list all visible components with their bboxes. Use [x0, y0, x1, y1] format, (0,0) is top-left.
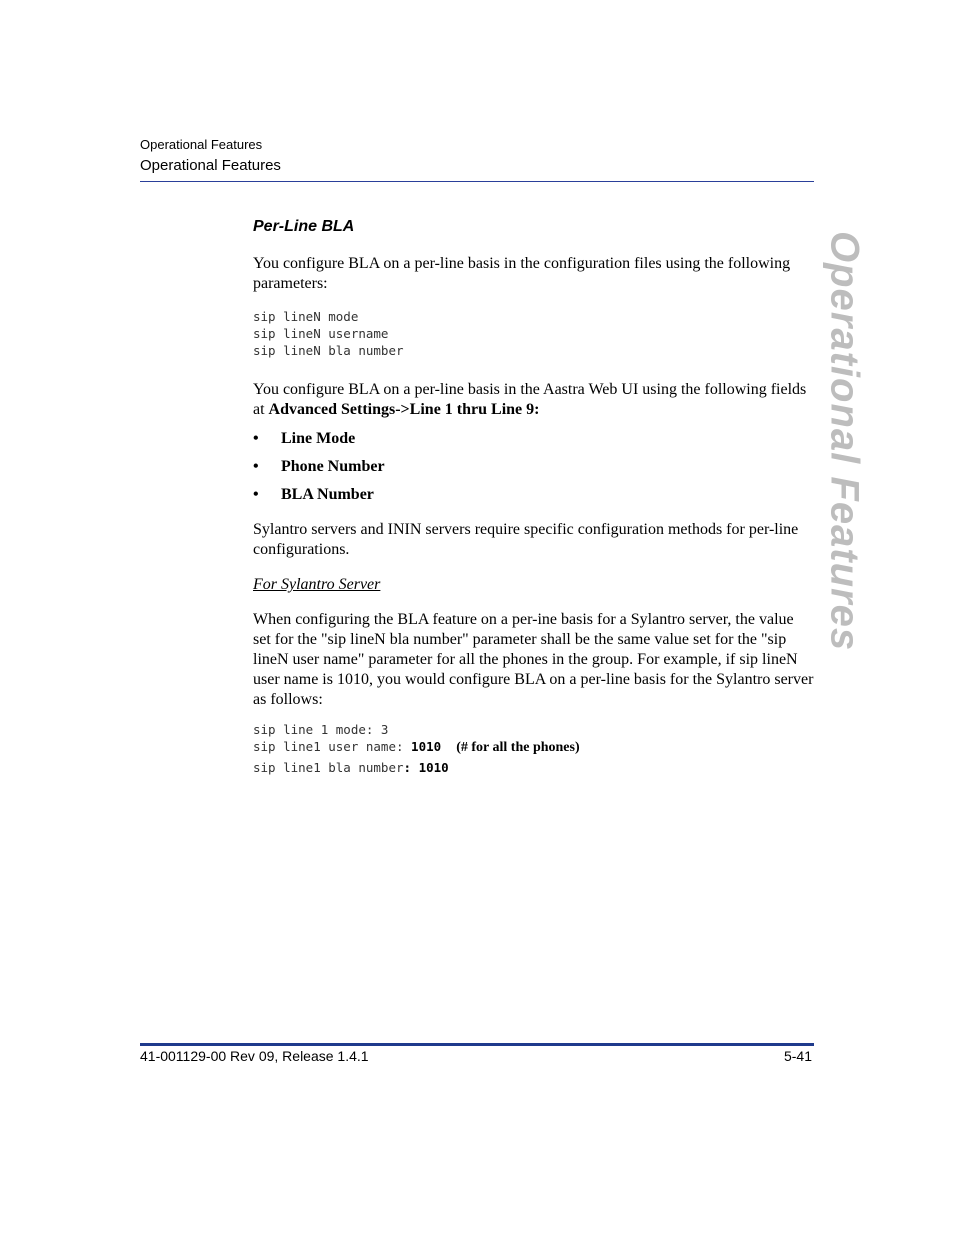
side-tab-label: Operational Features [822, 230, 867, 652]
running-header-chapter: Operational Features [140, 137, 263, 152]
subheading: For Sylantro Server [253, 576, 381, 593]
code-key: sip line1 user name: [253, 739, 404, 754]
side-tab [822, 230, 867, 652]
list-item-label: Line Mode [281, 430, 356, 447]
main-content [253, 218, 815, 776]
running-header-section: Operational Features [140, 157, 281, 174]
sylantro-paragraph: When configuring the BLA feature on a per-ine basis for a Sylantro server, the value set for the "sip lineN bla number" parameter shall be the same value set for the "sip lineN user name" parameter for all the phones in the group. For example, if sip lineN user name is 1010, you would configure BLA on a per-line basis for the Sylantro server as follows: [253, 611, 814, 708]
section-title: Per-Line BLA [253, 218, 355, 235]
footer-rule [140, 1043, 814, 1046]
intro-paragraph: You configure BLA on a per-line basis in the configuration files using the following parameters: [253, 255, 791, 292]
list-item [253, 430, 815, 448]
code-line: sip line 1 mode: 3 [253, 722, 389, 737]
webui-paragraph-text: You configure BLA on a per-line basis in the Aastra Web UI using the following fields at [253, 381, 807, 418]
code-colon: : [403, 760, 412, 775]
code-value: 1010 [411, 739, 442, 754]
bullet: • [253, 486, 259, 503]
parameter-item: sip lineN bla number [253, 343, 404, 358]
list-item [253, 486, 815, 504]
parameter-item: sip lineN mode [253, 309, 359, 324]
webui-paragraph [253, 380, 815, 420]
webui-menu-path: Advanced Settings->Line 1 thru Line 9: [268, 401, 540, 418]
bullet: • [253, 430, 259, 447]
parameter-item: sip lineN username [253, 326, 389, 341]
servers-paragraph: Sylantro servers and ININ servers require specific configuration methods for per-line configurations. [253, 521, 799, 558]
parameter-list [253, 308, 815, 359]
code-example [253, 721, 815, 776]
field-list [253, 430, 815, 504]
list-item [253, 458, 815, 476]
page-number: 5-41 [783, 1048, 812, 1064]
code-note: (# for all the phones) [456, 740, 580, 755]
bullet: • [253, 458, 259, 475]
code-value: 1010 [418, 760, 449, 775]
code-line [253, 738, 815, 756]
footer-doc-id: 41-001129-00 Rev 09, Release 1.4.1 [140, 1048, 369, 1064]
list-item-label: Phone Number [281, 458, 385, 475]
code-line [253, 759, 815, 776]
header-rule [140, 181, 814, 182]
code-key: sip line1 bla number [253, 760, 404, 775]
list-item-label: BLA Number [281, 486, 374, 503]
